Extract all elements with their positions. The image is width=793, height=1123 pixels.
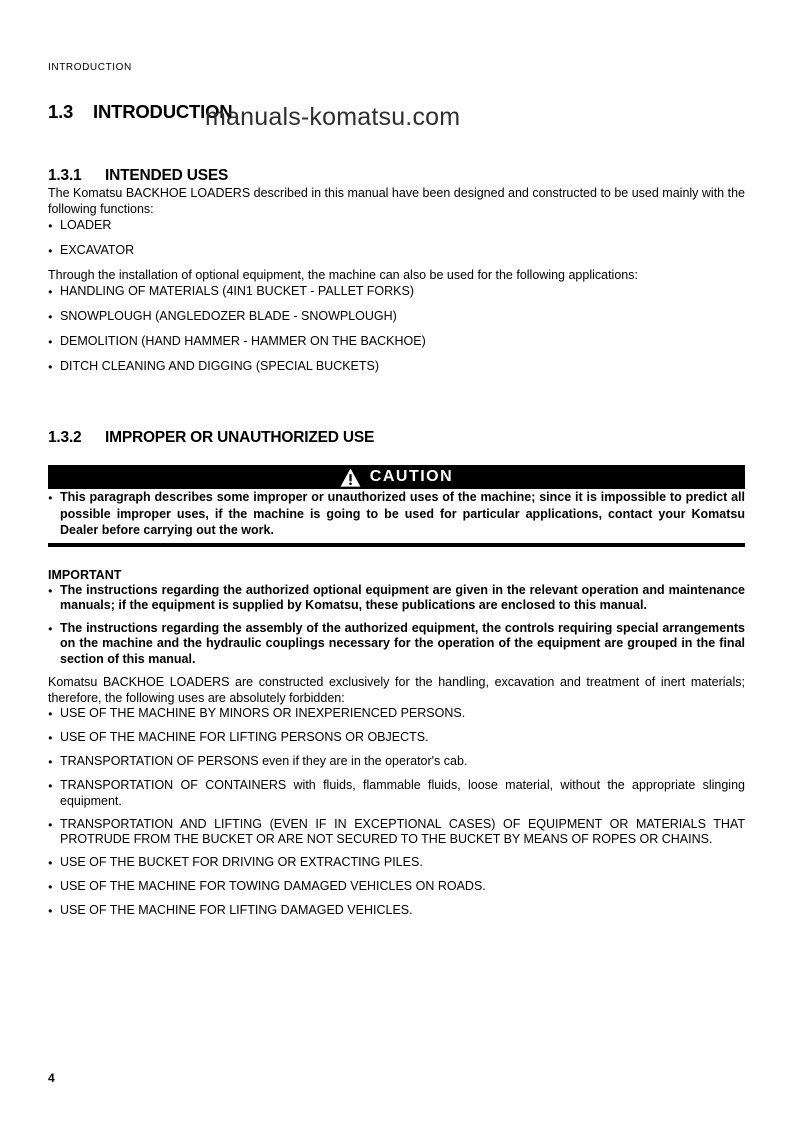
list-item: ● USE OF THE MACHINE FOR TOWING DAMAGED VEHICLES ON ROADS. <box>48 879 745 896</box>
list-item: ● USE OF THE MACHINE FOR LIFTING PERSONS OR OBJECTS. <box>48 730 745 747</box>
list-item: ● DEMOLITION (HAND HAMMER - HAMMER ON THE BACKHOE) <box>48 333 745 351</box>
functions-list <box>48 217 745 260</box>
bullet-icon <box>48 333 60 351</box>
list-item: ● SNOWPLOUGH (ANGLEDOZER BLADE - SNOWPLOUGH) <box>48 308 745 326</box>
section-title: INTRODUCTION <box>93 101 233 122</box>
section-number: 1.3.2 <box>48 429 82 446</box>
warning-triangle-icon <box>340 468 361 487</box>
list-item: ● DITCH CLEANING AND DIGGING (SPECIAL BUCKETS) <box>48 358 745 376</box>
list-item: ● TRANSPORTATION AND LIFTING (EVEN IF IN EXCEPTIONAL CASES) OF EQUIPMENT OR MATERIALS THAT PROTRUDE FROM THE BUCKET OR ARE NOT SECURED TO THE BUCKET BY MEANS OF ROPES OR CHAINS. <box>48 817 745 848</box>
list-item: ● USE OF THE BUCKET FOR DRIVING OR EXTRACTING PILES. <box>48 855 745 872</box>
watermark: manuals-komatsu.com <box>205 103 461 131</box>
bullet-icon <box>48 730 60 747</box>
bullet-icon <box>48 754 60 771</box>
list-item: ● This paragraph describes some improper or unauthorized uses of the machine; since it is impossible to predict all possible improper uses, if the machine is going to be used for particular applications, contact your Komatsu Dealer before carrying out the work. <box>48 489 745 539</box>
section-number: 1.3.1 <box>48 167 82 184</box>
intended-uses-paragraph: The Komatsu BACKHOE LOADERS described in this manual have been designed and constructed to be used mainly with the following functions: <box>48 186 745 216</box>
section-heading-improper-use <box>48 428 745 447</box>
section-title: INTENDED USES <box>105 167 229 184</box>
caution-header-bar <box>48 465 745 489</box>
list-item: ● USE OF THE MACHINE BY MINORS OR INEXPERIENCED PERSONS. <box>48 706 745 723</box>
page-number: 4 <box>48 1071 55 1085</box>
bullet-icon <box>48 283 60 301</box>
list-item: ● TRANSPORTATION OF PERSONS even if they are in the operator's cab. <box>48 754 745 771</box>
caution-label: CAUTION <box>369 468 454 485</box>
section-heading-intended-uses <box>48 166 745 185</box>
bullet-icon <box>48 489 60 539</box>
bullet-icon <box>48 242 60 260</box>
optional-equipment-paragraph: Through the installation of optional equipment, the machine can also be used for the following applications: <box>48 268 638 282</box>
forbidden-uses-list <box>48 706 745 920</box>
section-title: IMPROPER OR UNAUTHORIZED USE <box>105 429 375 446</box>
bullet-icon <box>48 583 60 614</box>
bullet-icon <box>48 903 60 920</box>
list-item: ● The instructions regarding the assembly of the authorized equipment, the controls requiring special arrangements on the machine and the hydraulic couplings necessary for the operation of the equipment are grouped in the final section of this manual. <box>48 621 745 668</box>
bullet-icon <box>48 855 60 872</box>
list-item: ● HANDLING OF MATERIALS (4IN1 BUCKET - PALLET FORKS) <box>48 283 745 301</box>
running-header: INTRODUCTION <box>48 62 132 73</box>
bullet-icon <box>48 621 60 668</box>
bullet-icon <box>48 308 60 326</box>
list-item: ● TRANSPORTATION OF CONTAINERS with fluids, flammable fluids, loose material, without the appropriate slinging equipment. <box>48 778 745 809</box>
bullet-icon <box>48 358 60 376</box>
bullet-icon <box>48 217 60 235</box>
bullet-icon <box>48 706 60 723</box>
section-number: 1.3 <box>48 101 74 122</box>
bullet-icon <box>48 817 60 848</box>
list-item: ● LOADER <box>48 217 745 235</box>
bullet-icon <box>48 879 60 896</box>
caution-box <box>48 465 745 547</box>
applications-list <box>48 283 745 376</box>
forbidden-uses-paragraph: Komatsu BACKHOE LOADERS are constructed exclusively for the handling, excavation and treatment of inert materials; therefore, the following uses are absolutely forbidden: <box>48 675 745 705</box>
important-items-list <box>48 583 745 668</box>
list-item: ● The instructions regarding the authorized optional equipment are given in the relevant operation and maintenance manuals; if the equipment is supplied by Komatsu, these publications are enclosed to this manual. <box>48 583 745 614</box>
caution-items-list <box>48 489 745 539</box>
list-item: ● USE OF THE MACHINE FOR LIFTING DAMAGED VEHICLES. <box>48 903 745 920</box>
bullet-icon <box>48 778 60 809</box>
important-label: IMPORTANT <box>48 567 122 582</box>
list-item: ● EXCAVATOR <box>48 242 745 260</box>
